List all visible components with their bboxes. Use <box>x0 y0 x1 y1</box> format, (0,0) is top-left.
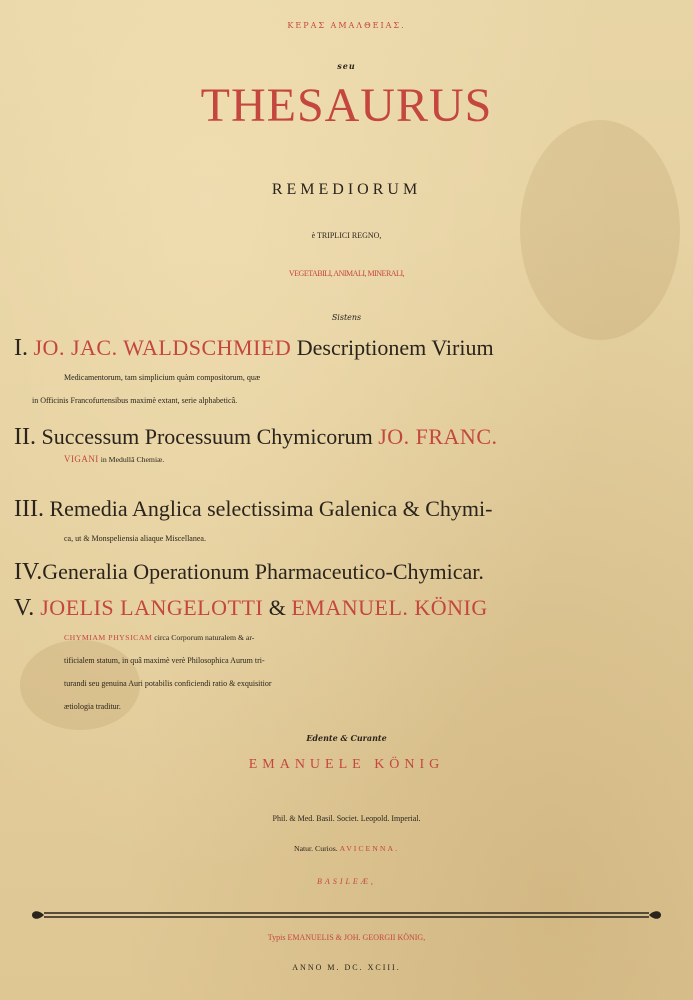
ornamental-rule <box>30 908 663 922</box>
item-2-text: Successum Processuum Chymicorum <box>35 424 379 449</box>
greek-title: ΚΕΡΑΣ ΑΜΑΛΘΕΙΑΣ. <box>287 21 406 30</box>
editor-society <box>0 845 693 853</box>
paper-stain <box>520 120 680 340</box>
item-3-line-1 <box>14 497 674 521</box>
item-1-line-2: Medicamentorum, tam simplicium quàm compositorum, quæ <box>64 373 261 382</box>
item-2-number: II. <box>14 424 36 450</box>
item-2-line-2 <box>64 455 693 464</box>
item-5-ampersand: & <box>263 595 292 620</box>
item-3-text: Remedia Anglica selectissima Galenica & Chymi- <box>43 496 493 521</box>
imprint-year: ANNO M. DC. XCIII. <box>292 963 401 972</box>
item-3-number: III. <box>14 496 44 522</box>
seu-conjunction: seu <box>337 61 356 71</box>
item-3-line-2: ca, ut & Monspeliensia aliaque Miscellanea. <box>64 534 206 543</box>
editor-society-text: Natur. Curios. <box>293 844 340 853</box>
item-4-text: Generalia Operationum Pharmaceutico-Chymicar. <box>42 559 484 584</box>
item-5-author-1: JOELIS LANGELOTTI <box>34 595 264 620</box>
item-5-line-5: ætiologia traditur. <box>64 702 121 711</box>
item-5-number: V. <box>14 595 35 621</box>
item-1-author: JO. JAC. WALDSCHMIED <box>33 335 292 360</box>
imprint-printer: Typis EMANUELIS & JOH. GEORGII KÖNIG, <box>267 933 426 942</box>
editor-name: EMANUELE KÖNIG <box>248 757 445 772</box>
subtitle-three-kingdoms: VEGETABILI, ANIMALI, MINERALI, <box>288 269 405 278</box>
item-1-line-1 <box>14 336 674 360</box>
item-5-line-1 <box>14 596 674 620</box>
item-5-line-2 <box>64 634 693 642</box>
item-5-line-4: turandi seu genuina Auri potabilis conficiendi ratio & exquisitior <box>64 679 272 688</box>
editor-society-cognomen: AVICENNA. <box>339 844 400 853</box>
sistens-label: Sistens <box>331 313 362 322</box>
item-1-line-3: in Officinis Francofurtensibus maximè extant, serie alphabeticâ. <box>32 396 238 405</box>
item-4-number: IV. <box>14 559 43 585</box>
subtitle-triplici-regno: è TRIPLICI REGNO, <box>311 231 382 240</box>
edente-label: Edente & Curante <box>306 733 387 743</box>
item-1-number: I. <box>14 335 28 361</box>
item-5-line-3: tificialem statum, in quâ maximè verè Philosophica Aurum tri- <box>64 656 265 665</box>
item-5-author-2: EMANUEL. KÖNIG <box>291 595 488 620</box>
item-5-text-a: circa Corporum naturalem & ar- <box>152 633 255 642</box>
item-1-text: Descriptionem Virium <box>291 335 494 360</box>
item-5-work-title: CHYMIAM PHYSICAM <box>64 633 153 642</box>
item-2-author: JO. FRANC. <box>378 424 498 449</box>
editor-credentials: Phil. & Med. Basil. Societ. Leopold. Imperial. <box>272 814 421 823</box>
item-2-text-continued: in Medullâ Chemiæ. <box>98 455 165 464</box>
item-2-line-1 <box>14 425 674 449</box>
main-title: THESAURUS <box>200 79 493 132</box>
item-4-line <box>14 560 674 584</box>
imprint-place: BASILEÆ, <box>317 877 376 886</box>
item-2-author-surname: VIGANI <box>64 454 99 464</box>
subtitle-remediorum: REMEDIORUM <box>271 181 422 198</box>
